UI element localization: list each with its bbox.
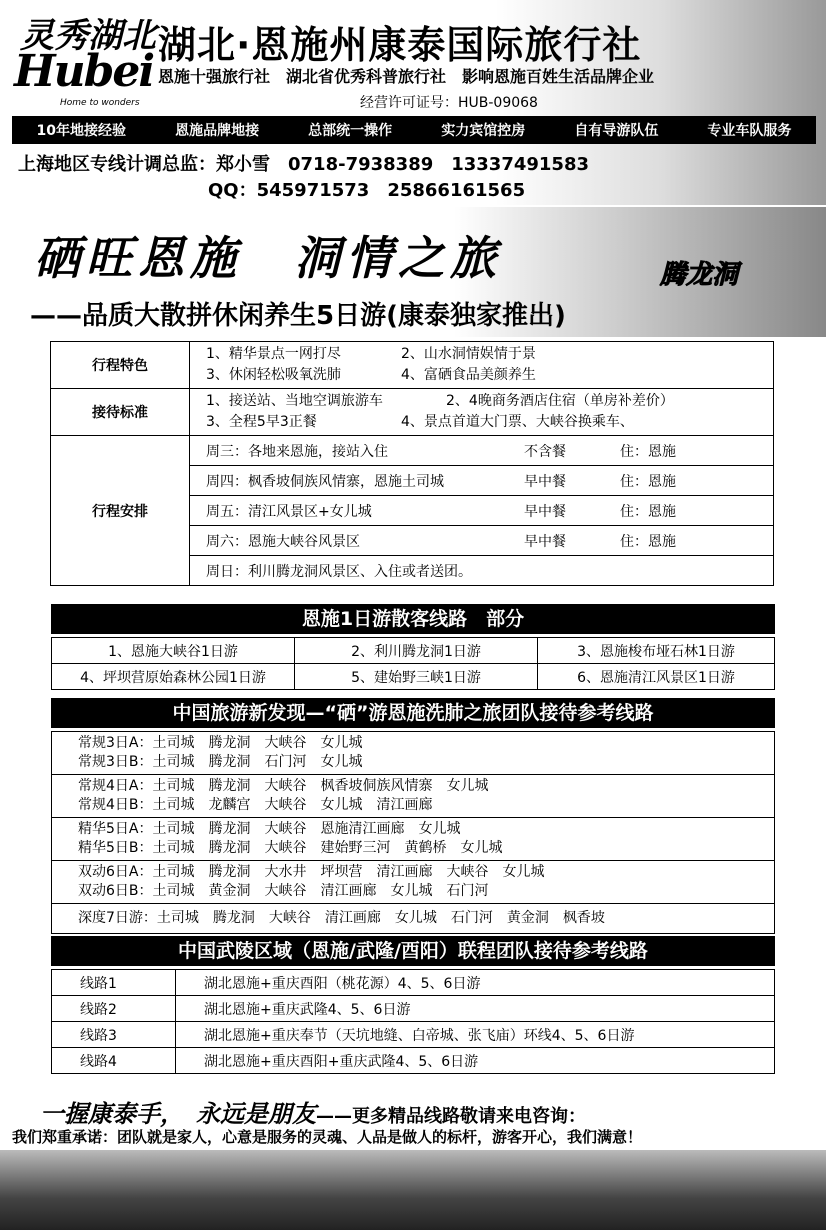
route-row: 深度7日游：土司城 腾龙洞 大峡谷 清江画廊 女儿城 石门河 黄金洞 枫香坡 [52, 904, 775, 934]
standard-point: 3、全程5早3正餐 [206, 414, 317, 430]
day-trip-item: 3、恩施梭布垭石林1日游 [538, 638, 775, 664]
route-row: 双动6日A：土司城 腾龙洞 大水井 坪坝营 清江画廊 大峡谷 女儿城 双动6日B：土司城 黄金洞 大峡谷 清江画廊 女儿城 石门河 [52, 861, 775, 904]
wuling-routes-title: 中国武陵区域（恩施/武隆/酉阳）联程团队接待参考线路 [51, 936, 775, 966]
agency-name: 湖北·恩施州康泰国际旅行社 [158, 23, 642, 67]
feature-point: 2、山水洞情娱情于景 [401, 346, 536, 362]
service-promise: 我们郑重承诺：团队就是家人，心意是服务的灵魂、人品是做人的标杆，游客开心，我们满意！ [12, 1128, 643, 1146]
license-number: 经营许可证号：HUB-09068 [360, 95, 538, 111]
line-desc: 湖北恩施+重庆武隆4、5、6日游 [176, 996, 775, 1022]
schedule-row: 周六：恩施大峡谷风景区 早中餐 住：恩施 [190, 526, 774, 556]
day-trips-title: 恩施1日游散客线路 部分 [51, 604, 775, 634]
route-row: 常规3日A：土司城 腾龙洞 大峡谷 女儿城 常规3日B：土司城 腾龙洞 石门河 女儿城 [52, 732, 775, 775]
line-desc: 湖北恩施+重庆奉节（天坑地缝、白帝城、张飞庙）环线4、5、6日游 [176, 1022, 775, 1048]
day-trips-table [51, 637, 775, 690]
standards-cell [190, 389, 774, 436]
group-routes-title: 中国旅游新发现—“硒”游恩施洗肺之旅团队接待参考线路 [51, 698, 775, 728]
day-trip-item: 6、恩施清江风景区1日游 [538, 664, 775, 690]
feature-item: 总部统一操作 [308, 123, 393, 139]
wuling-routes-table [51, 969, 775, 1074]
day-trip-item: 4、坪坝营原始森林公园1日游 [52, 664, 295, 690]
feature-point: 1、精华景点一网打尽 [206, 346, 341, 362]
feature-item: 专业车队服务 [707, 123, 792, 139]
route-row: 常规4日A：土司城 腾龙洞 大峡谷 枫香坡侗族风情寨 女儿城 常规4日B：土司城 龙麟宫 大峡谷 女儿城 清江画廊 [52, 775, 775, 818]
schedule-row: 周日：利川腾龙洞风景区、入住或者送团。 [190, 556, 774, 586]
logo-text-top: 灵秀湖北 [20, 16, 156, 56]
day-trip-item: 1、恩施大峡谷1日游 [52, 638, 295, 664]
standard-point: 1、接送站、当地空调旅游车 [206, 393, 383, 409]
itinerary-table [50, 341, 774, 586]
tour-subtitle: ——品质大散拼休闲养生5日游(康泰独家推出) [30, 301, 566, 331]
line-name: 线路1 [52, 970, 176, 996]
schedule-label: 行程安排 [51, 436, 190, 586]
feature-item: 恩施品牌地接 [175, 123, 260, 139]
feature-item: 实力宾馆控房 [441, 123, 526, 139]
contact-line: 上海地区专线计调总监：郑小雪 0718-7938389 13337491583 [18, 154, 590, 175]
line-desc: 湖北恩施+重庆酉阳（桃花源）4、5、6日游 [176, 970, 775, 996]
line-name: 线路3 [52, 1022, 176, 1048]
feature-item: 自有导游队伍 [574, 123, 659, 139]
route-row: 精华5日A：土司城 腾龙洞 大峡谷 恩施清江画廊 女儿城 精华5日B：土司城 腾龙洞 大峡谷 建始野三河 黄鹤桥 女儿城 [52, 818, 775, 861]
closing-more: ——更多精品线路敬请来电咨询： [316, 1106, 586, 1127]
features-cell [190, 342, 774, 389]
slogan-title: 硒旺恩施 洞情之旅 [34, 231, 502, 285]
standard-point: 4、景点首道大门票、大峡谷换乘车、 [401, 414, 634, 430]
standards-label: 接待标准 [51, 389, 190, 436]
line-desc: 湖北恩施+重庆酉阳+重庆武隆4、5、6日游 [176, 1048, 775, 1074]
feature-point: 3、休闲轻松吸氧洗肺 [206, 367, 341, 383]
features-label: 行程特色 [51, 342, 190, 389]
schedule-row: 周四：枫香坡侗族风情寨，恩施土司城 早中餐 住：恩施 [190, 466, 774, 496]
group-routes-table [51, 731, 775, 934]
footer-landscape-photo [0, 1150, 826, 1230]
schedule-row: 周三：各地来恩施，接站入住 不含餐 住：恩施 [190, 436, 774, 466]
feature-point: 4、富硒食品美颜养生 [401, 367, 536, 383]
logo-text-main: Hubei [14, 46, 154, 97]
logo-tagline: Home to wonders [60, 98, 140, 108]
feature-bar [12, 116, 816, 144]
line-name: 线路4 [52, 1048, 176, 1074]
day-trip-item: 5、建始野三峡1日游 [295, 664, 538, 690]
schedule-row: 周五：清江风景区+女儿城 早中餐 住：恩施 [190, 496, 774, 526]
agency-subtitle: 恩施十强旅行社 湖北省优秀科普旅行社 影响恩施百姓生活品牌企业 [158, 67, 655, 86]
day-trip-item: 2、利川腾龙洞1日游 [295, 638, 538, 664]
contact-qq: QQ：545971573 25866161565 [208, 180, 526, 201]
feature-item: 10年地接经验 [36, 123, 127, 139]
cave-name: 腾龙洞 [660, 260, 739, 290]
line-name: 线路2 [52, 996, 176, 1022]
standard-point: 2、4晚商务酒店住宿（单房补差价） [446, 393, 674, 409]
closing-slogan: 一握康泰手， 永远是朋友——更多精品线路敬请来电咨询： [40, 1099, 586, 1128]
